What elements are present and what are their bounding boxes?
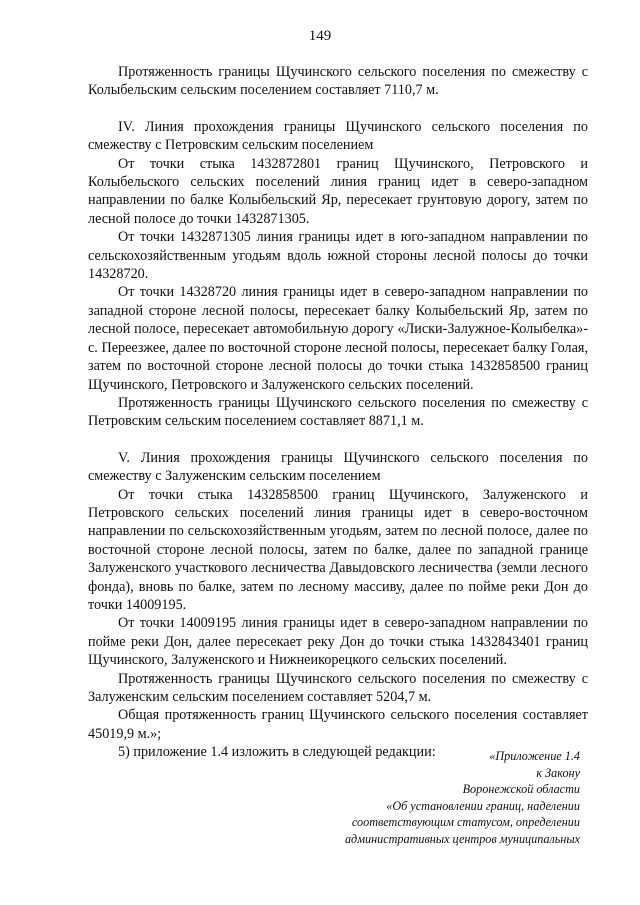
appendix-line: Воронежской области	[462, 782, 580, 797]
paragraph: Протяженность границы Щучинского сельского поселения по смежеству с Колыбельским сельским поселением составляет 7110,7 м.	[88, 64, 588, 99]
appendix-line: «Об установлении границ, наделении	[386, 798, 580, 813]
paragraph: От точки стыка 1432872801 границ Щучинского, Петровского и Колыбельского сельских поселений линия границ идет в северо-западном направлении по балке Колыбельский Яр, пересекает грунтовую дорогу, затем по лесной полосе до точки 1432871305.	[88, 155, 588, 227]
section-heading: V. Линия прохождения границы Щучинского сельского поселения по смежеству с Залуженским сельским поселением	[88, 449, 588, 485]
paragraph: От точки 14009195 линия границы идет в северо-западном направлении по пойме реки Дон, далее пересекает реку Дон до точки стыка 1432843401 границ Щучинского, Залуженского и Нижнеикорецкого сельских поселений.	[88, 615, 588, 669]
paragraph: От точки 1432871305 линия границы идет в юго-западном направлении по сельскохозяйственным угодьям вдоль южной стороны лесной полосы до точки 14328720.	[88, 229, 588, 283]
appendix-header	[300, 748, 580, 848]
page-number: 149	[308, 28, 332, 44]
document-body	[88, 63, 588, 762]
appendix-line: «Приложение 1.4	[489, 749, 580, 763]
paragraph: Протяженность границы Щучинского сельского поселения по смежеству с Залуженским сельским поселением составляет 5204,7 м.	[88, 670, 588, 705]
paragraph: Протяженность границы Щучинского сельского поселения по смежеству с Петровским сельским поселением составляет 8871,1 м.	[88, 394, 588, 430]
paragraph: Общая протяженность границ Щучинского сельского поселения составляет 45019,9 м.»;	[88, 707, 588, 742]
section-heading: IV. Линия прохождения границы Щучинского сельского поселения по смежеству с Петровским сельским поселением	[88, 118, 588, 154]
paragraph: 5) приложение 1.4 изложить в следующей редакции:	[118, 744, 436, 761]
appendix-line: административных центров муниципальных	[344, 831, 580, 846]
paragraph: От точки стыка 1432858500 границ Щучинского, Залуженского и Петровского сельских поселений линия границы идет в северо-восточном направлении по сельскохозяйственным угодьям, затем по лесной полосе, далее по восточной стороне лесной полосы, затем по балке, далее по западной границе Залуженского участкового лесничества Давыдовского лесничества (земли лесного фонда), вновь по балке, затем по лесному массиву, далее по пойме реки Дон до точки 14009195.	[88, 486, 588, 613]
appendix-line: к Закону	[536, 765, 580, 780]
paragraph: От точки 14328720 линия границы идет в северо-западном направлении по западной стороне лесной полосы, пересекает балку Колыбельский Яр, затем по лесной полосе, пересекает автомобильную дорогу «Лиски-Залужное-Колыбелка»-с. Переезжее, далее по восточной стороне лесной полосы, пересекает балку Голая, затем по восточной стороне лесной полосы до точки стыка 1432858500 границ Щучинского, Петровского и Залуженского сельских поселений.	[88, 284, 588, 393]
appendix-line: соответствующим статусом, определении	[351, 815, 580, 830]
